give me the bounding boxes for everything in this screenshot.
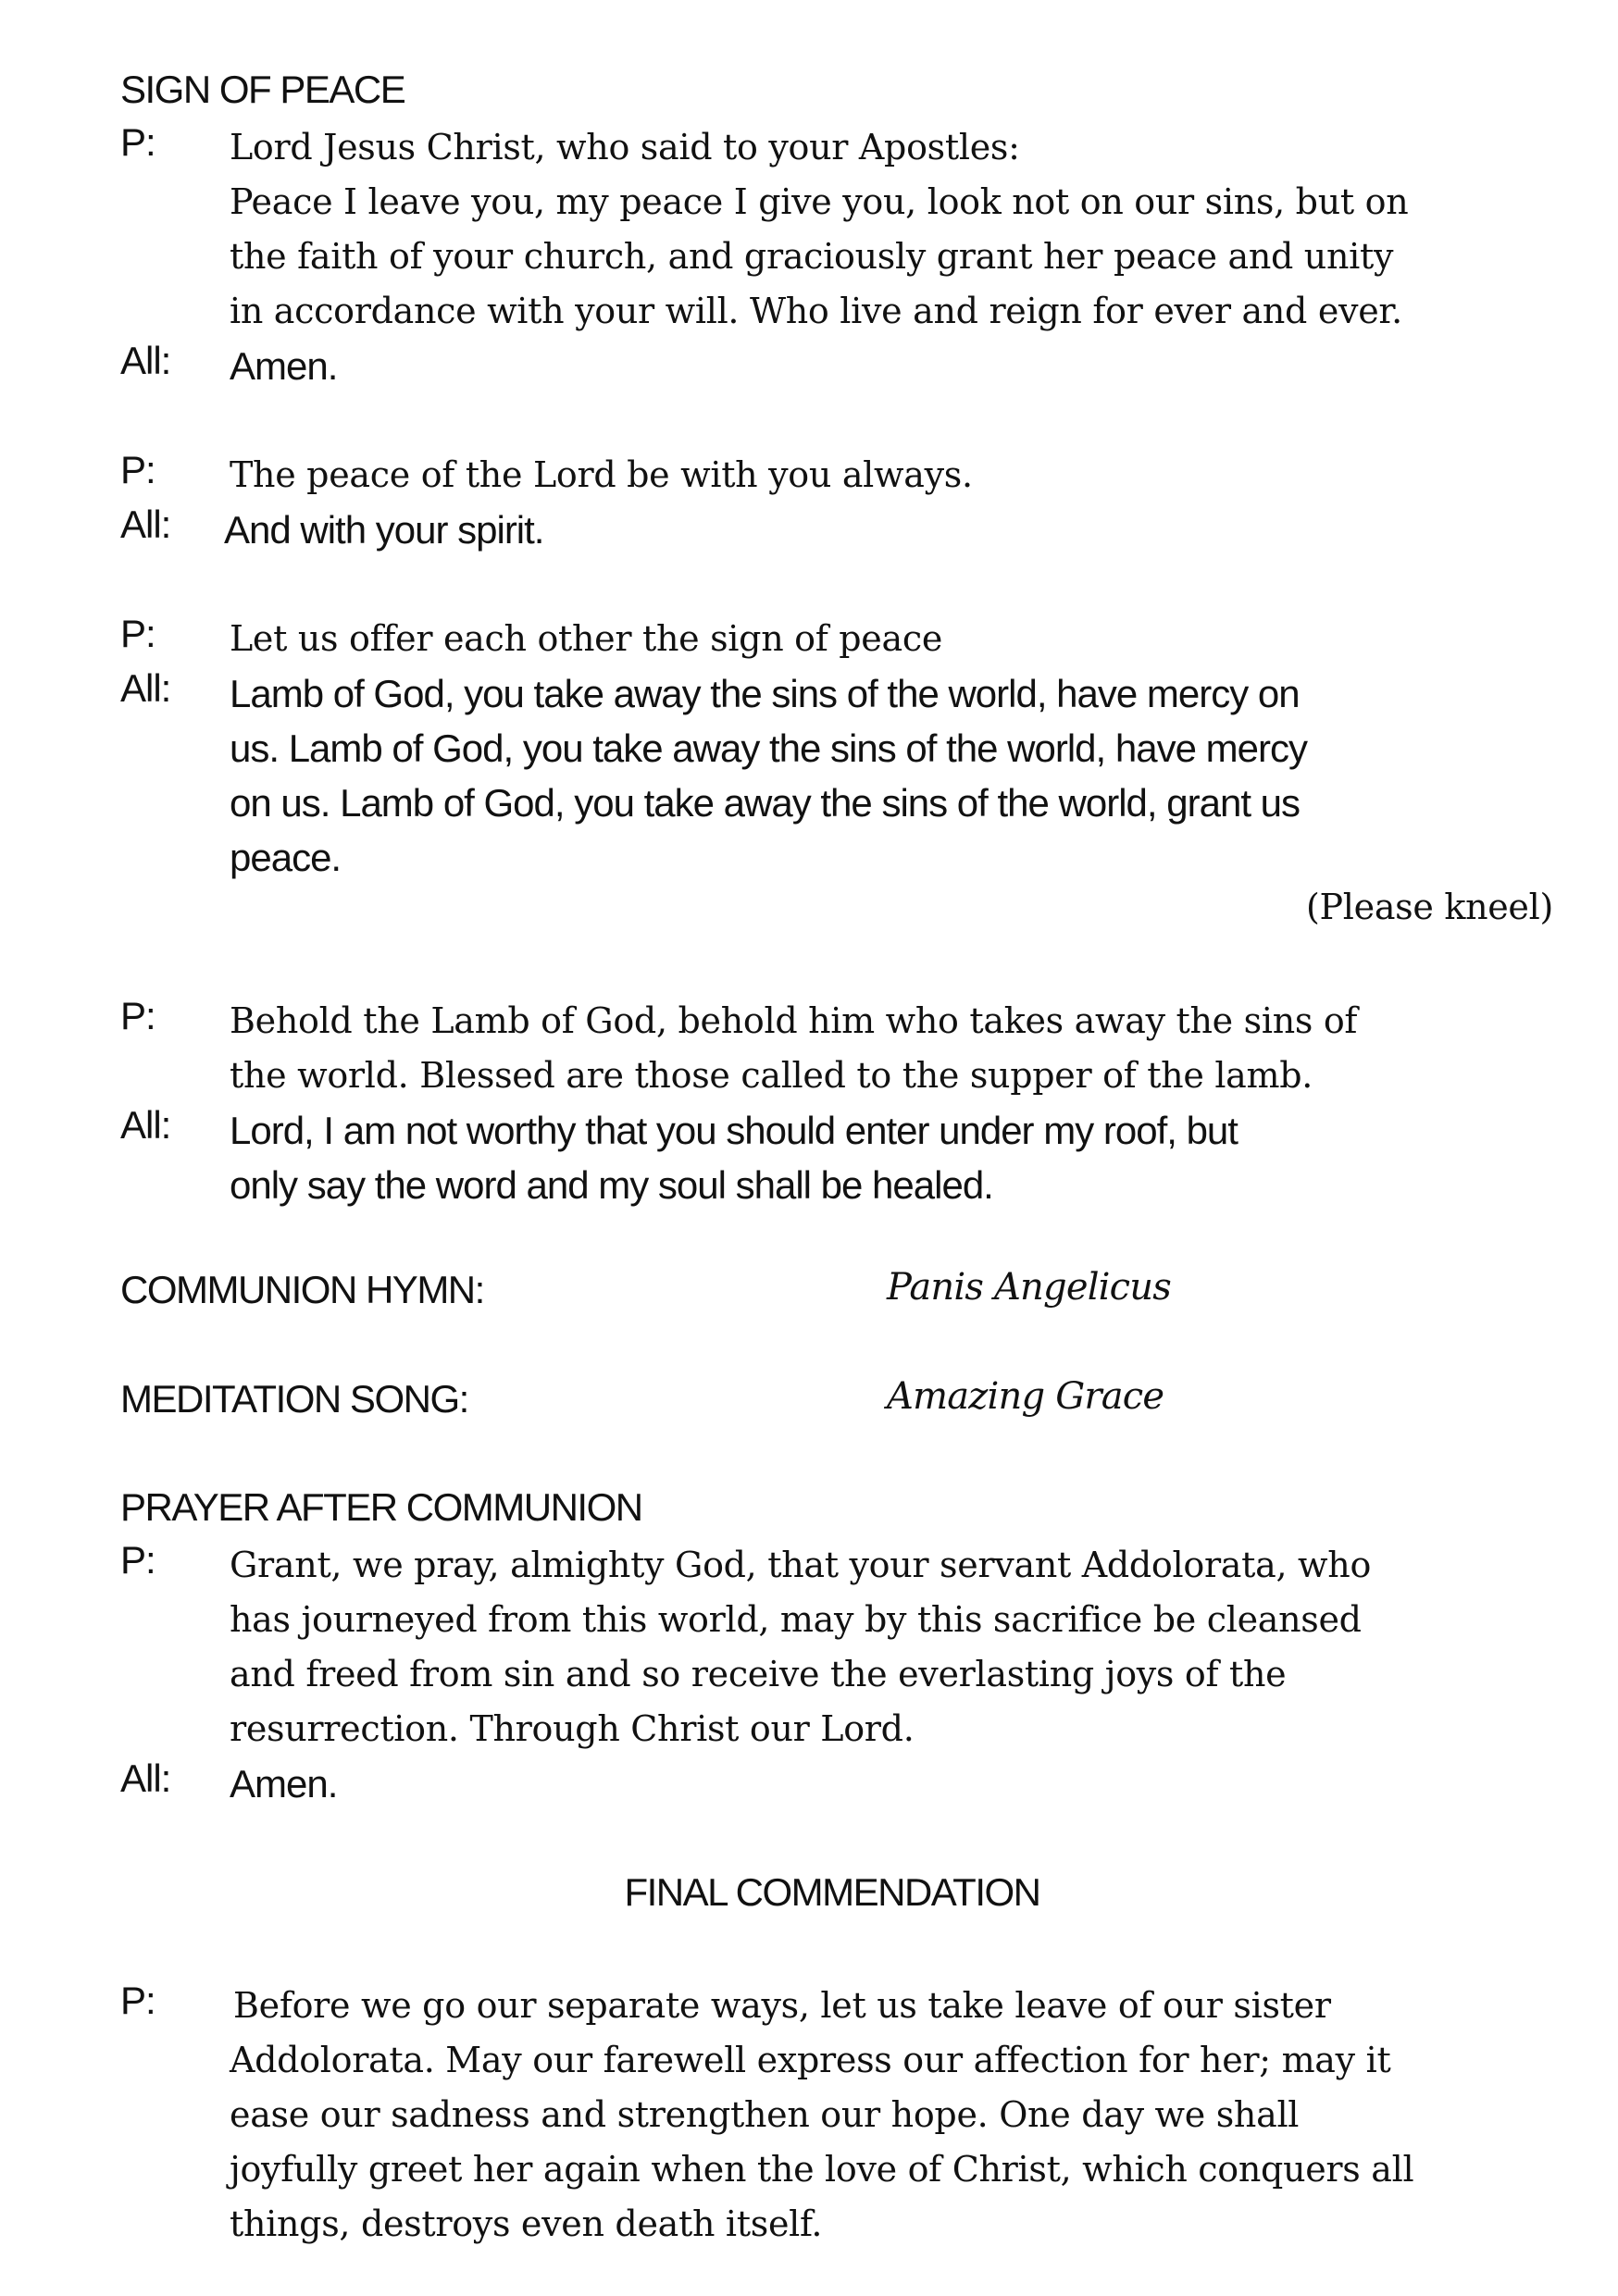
text-line: Lord, I am not worthy that you should enter under my roof, but xyxy=(230,1109,1238,1152)
speaker-label: P: xyxy=(120,1538,156,1582)
text-line: joyfully greet her again when the love of Christ, which conquers all xyxy=(230,2149,1414,2190)
communion-hymn-label: COMMUNION HYMN: xyxy=(120,1268,484,1311)
speaker-label: P: xyxy=(120,120,156,164)
text-line: And with your spirit. xyxy=(224,508,544,552)
text-line: Lord Jesus Christ, who said to your Apostles: xyxy=(230,127,1020,168)
text-line: and freed from sin and so receive the everlasting joys of the xyxy=(230,1654,1287,1694)
text-line: only say the word and my soul shall be healed. xyxy=(230,1163,993,1207)
response-text xyxy=(230,339,1572,393)
text-line: Amen. xyxy=(230,1762,338,1806)
text-line: peace. xyxy=(230,836,342,879)
text-line: Let us offer each other the sign of peace xyxy=(230,618,943,659)
speaker-label: P: xyxy=(120,994,156,1037)
section-heading-prayer-after-communion: PRAYER AFTER COMMUNION xyxy=(120,1485,642,1529)
speaker-label: P: xyxy=(120,448,156,491)
meditation-song-title: Amazing Grace xyxy=(887,1375,1164,1418)
prayer-text xyxy=(230,994,1572,1103)
text-line: ease our sadness and strengthen our hope. One day we shall xyxy=(230,2094,1300,2135)
section-heading-sign-of-peace: SIGN OF PEACE xyxy=(120,68,405,111)
text-line: Peace I leave you, my peace I give you, look not on our sins, but on xyxy=(230,181,1409,222)
text-line: in accordance with your will. Who live and reign for ever and ever. xyxy=(230,291,1402,331)
prayer-text xyxy=(230,448,1572,503)
speaker-label: All: xyxy=(120,1103,171,1147)
response-text xyxy=(230,666,1572,885)
text-line: has journeyed from this world, may by this sacrifice be cleansed xyxy=(230,1599,1362,1640)
text-line: on us. Lamb of God, you take away the sins of the world, grant us xyxy=(230,781,1301,825)
text-line: the world. Blessed are those called to the supper of the lamb. xyxy=(230,1055,1313,1096)
communion-hymn-title: Panis Angelicus xyxy=(887,1266,1171,1309)
response-text xyxy=(230,1103,1572,1212)
response-text xyxy=(230,1756,1572,1811)
speaker-label: All: xyxy=(120,503,171,546)
text-line: Amen. xyxy=(230,344,338,388)
text-line: Addolorata. May our farewell express our affection for her; may it xyxy=(230,2040,1391,2080)
text-line: Grant, we pray, almighty God, that your servant Addolorata, who xyxy=(230,1545,1372,1585)
section-heading-final-commendation: FINAL COMMENDATION xyxy=(624,1870,1040,1914)
text-line: resurrection. Through Christ our Lord. xyxy=(230,1708,915,1749)
meditation-song-label: MEDITATION SONG: xyxy=(120,1377,468,1421)
text-line: Behold the Lamb of God, behold him who takes away the sins of xyxy=(230,1000,1358,1041)
text-line: The peace of the Lord be with you always. xyxy=(230,454,973,495)
text-line: Lamb of God, you take away the sins of the world, have mercy on xyxy=(230,672,1300,715)
rubric-please-kneel: (Please kneel) xyxy=(1305,887,1553,927)
prayer-text xyxy=(230,612,1572,666)
text-line: things, destroys even death itself. xyxy=(230,2203,823,2244)
text-line: the faith of your church, and graciously grant her peace and unity xyxy=(230,236,1394,277)
text-line: us. Lamb of God, you take away the sins of the world, have mercy xyxy=(230,726,1307,770)
prayer-text xyxy=(230,120,1572,339)
speaker-label: P: xyxy=(120,612,156,655)
speaker-label: All: xyxy=(120,1756,171,1800)
response-text xyxy=(224,503,1566,557)
speaker-label: All: xyxy=(120,339,171,382)
speaker-label: P: xyxy=(120,1979,156,2022)
prayer-text xyxy=(230,1979,1575,2252)
speaker-label: All: xyxy=(120,666,171,710)
text-line: Before we go our separate ways, let us take leave of our sister xyxy=(233,1985,1331,2026)
prayer-text xyxy=(230,1538,1572,1756)
